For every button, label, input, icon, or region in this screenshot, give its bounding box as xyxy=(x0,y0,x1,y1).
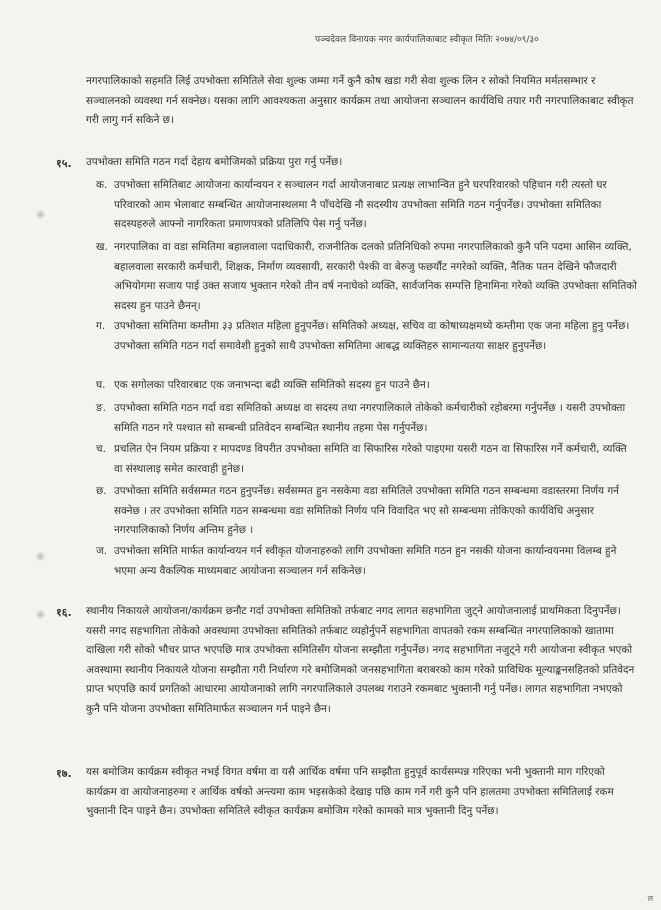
item-17-number: १७. xyxy=(56,767,72,780)
page-header: पञ्चदेवल विनायक नगर कार्यपालिकाबाट स्वीकृत मितिः २०७४/०९/३० xyxy=(315,35,539,45)
sub-text: नगरपालिका वा वडा समितिमा बहालवाला पदाधिकारी, राजनीतिक दलको प्रतिनिधिको रुपमा नगरपालिकाको कुनै पनि पदमा आसिन व्यक्ति, बहालवाला सरकारी कर्मचारी, शिक्षक, निर्माण व्यवसायी, सरकारी पेश्की वा बेरुजु फछर्यौट नगरेको व्यक्ति, नैतिक पतन देखिने फौजदारी अभियोगमा सजाय पाई उक्त सजाय भुक्तान गरेको तीन वर्ष ननाघेको व्यक्ति, सार्वजनिक सम्पत्ति हिनामिना गरेको व्यक्ति उपभोक्ता समितिको सदस्य हुन पाउने छैनन्। xyxy=(114,241,637,312)
item-15-chha xyxy=(96,482,638,541)
item-15-kha xyxy=(96,238,638,316)
item-16-paragraph: स्थानीय निकायले आयोजना/कार्यक्रम छनौट गर्दा उपभोक्ता समितिको तर्फबाट नगद लागत सहभागिता जुट्ने आयोजनालाई प्राथमिकता दिनुपर्नेछ। यसरी नगद सहभागिता तोकेको अवस्थामा उपभोक्ता समितिको तर्फबाट व्यहोर्नुपर्ने सहभागिता वापतको रकम सम्बन्धित नगरपालिकाको खातामा दाखिला गरी सोको भौचर प्राप्त भएपछि मात्र उपभोक्ता समितिसँग योजना सम्झौता गर्नुपर्नेछ। नगद सहभागिता नजुट्ने गरी आयोजना स्वीकृत भएको अवस्थामा स्थानीय निकायले योजना सम्झौता गरी निर्धारण गरे बमोजिमको जनसहभागिता बराबरको काम गरेको प्राविधिक मूल्याङ्कनसहितको प्रतिवेदन प्राप्त भएपछि कार्य प्रगतिको आधारमा आयोजनाको लागि नगरपालिकाले उपलब्ध गराउने रकमबाट भुक्तानी गर्नु पर्नेछ। लागत सहभागिता नभएको कुनै पनि योजना उपभोक्ता समितिमार्फत सञ्चालन गर्न पाइने छैन। xyxy=(86,605,635,715)
sub-text: उपभोक्ता समिति सर्वसम्मत गठन हुनुपर्नेछ। सर्वसम्मत हुन नसकेमा वडा समितिले उपभोक्ता समिति गठन सम्बन्धमा वडास्तरमा निर्णय गर्न सक्नेछ । तर उपभोक्ता समिति गठन सम्बन्धमा वडा समितिको निर्णय पनि विवादित भए सो सम्बन्धमा तोकिएको कार्यविधि अनुसार नगरपालिकाको निर्णय अन्तिम हुनेछ । xyxy=(114,485,619,537)
item-16-number: १६. xyxy=(56,606,72,619)
item-15-gha xyxy=(96,376,638,396)
sub-text: उपभोक्ता समिति मार्फत कार्यान्वयन गर्न स्वीकृत योजनाहरुको लागि उपभोक्ता समिति गठन हुन नसकी योजना कार्यान्वयनमा विलम्ब हुने भएमा अन्य वैकल्पिक माध्यमबाट आयोजना सञ्चालन गर्न सकिनेछ। xyxy=(114,545,617,577)
sub-text: प्रचलित ऐन नियम प्रक्रिया र मापदण्ड विपरीत उपभोक्ता समिति वा सिफारिस गरेको पाइएमा यसरी गठन वा सिफारिस गर्ने कर्मचारी, व्यक्ति वा संस्थालाइ समेत कारवाही हुनेछ। xyxy=(114,443,627,475)
sub-label: क. xyxy=(96,179,108,191)
sub-label: ग. xyxy=(96,320,106,332)
item-15-cha xyxy=(96,440,638,479)
punch-hole-middle xyxy=(36,552,45,561)
intro-paragraph: नगरपालिकाको सहमति लिई उपभोक्ता समितिले सेवा शुल्क जम्मा गर्ने कुनै कोष खडा गरी सेवा शुल्क लिन र सोको नियमित मर्मतसम्भार र सञ्चालनको व्यवस्था गर्न सक्नेछ। यसका लागि आवश्यकता अनुसार कार्यक्रम तथा आयोजना सञ्चालन कार्यविधि तयार गरी नगरपालिकाबाट स्वीकृत गरी लागु गर्न सकिने छ। xyxy=(86,75,634,127)
sub-label: ङ. xyxy=(96,402,106,414)
sub-text: एक सगोलका परिवारबाट एक जनाभन्दा बढी व्यक्ति समितिको सदस्य हुन पाउने छैन। xyxy=(114,379,430,391)
sub-label: छ. xyxy=(96,485,107,497)
item-15-ka xyxy=(96,176,638,235)
punch-hole-top xyxy=(36,210,45,219)
sub-text: उपभोक्ता समिति गठन गर्दा वडा समितिको अध्यक्ष वा सदस्य तथा नगरपालिकाले तोकेको कर्मचारीको रहोबरमा गर्नुपर्नेछ । यसरी उपभोक्ता समिति गठन गरे पश्चात सो सम्बन्धी प्रतिवेदन सम्बन्धित स्थानीय तहमा पेस गर्नुपर्नेछ। xyxy=(114,402,626,434)
item-15-ja xyxy=(96,542,638,581)
sub-label: च. xyxy=(96,443,106,455)
sub-label: ख. xyxy=(96,241,108,253)
item-15-ga xyxy=(96,317,638,356)
item-15-heading: उपभोक्ता समिति गठन गर्दा देहाय बमोजिमको प्रक्रिया पुरा गर्नु पर्नेछ। xyxy=(86,156,343,168)
item-15-number: १५. xyxy=(56,157,72,170)
item-15-nga xyxy=(96,399,638,438)
sub-label: घ. xyxy=(96,379,106,391)
sub-label: ज. xyxy=(96,545,108,557)
punch-hole-bottom xyxy=(36,610,45,619)
corner-mark: ल xyxy=(647,894,653,903)
sub-text: उपभोक्ता समितिबाट आयोजना कार्यान्वयन र सञ्चालन गर्दा आयोजनाबाट प्रत्यक्ष लाभान्वित हुने घरपरिवारको पहिचान गरी त्यस्तो घर परिवारको आम भेलाबाट सम्बन्धित आयोजनास्थलमा नै पाँचदेखि नौ सदस्यीय उपभोक्ता समिति गठन गर्नुपर्नेछ। उपभोक्ता समितिका सदस्यहरुले आफ्नो नागरिकता प्रमाणपत्रको प्रतिलिपि पेस गर्नु पर्नेछ। xyxy=(114,179,607,231)
item-17-paragraph: यस बमोजिम कार्यक्रम स्वीकृत नभई विगत वर्षमा वा यसै आर्थिक वर्षमा पनि सम्झौता हुनुपूर्व कार्यसम्पन्न गरिएका भनी भुक्तानी माग गरिएको कार्यक्रम वा आयोजनाहरुमा र आर्थिक वर्षको अन्त्यमा काम भइसकेको देखाइ पछि काम गर्ने गरी कुनै पनि हालतमा उपभोक्ता समितिलाई रकम भुक्तानी दिन पाइने छैन। उपभोक्ता समितिले स्वीकृत कार्यक्रम बमोजिम गरेको कामको मात्र भुक्तानी दिनु पर्नेछ। xyxy=(86,766,614,818)
sub-text: उपभोक्ता समितिमा कम्तीमा ३३ प्रतिशत महिला हुनुपर्नेछ। समितिको अध्यक्ष, सचिव वा कोषाध्यक्षमध्ये कम्तीमा एक जना महिला हुनु पर्नेछ। उपभोक्ता समिति गठन गर्दा समावेशी हुनुको साथै उपभोक्ता समितिमा आबद्ध व्यक्तिहरु सामान्यतया साक्षर हुनुपर्नेछ। xyxy=(114,320,630,352)
